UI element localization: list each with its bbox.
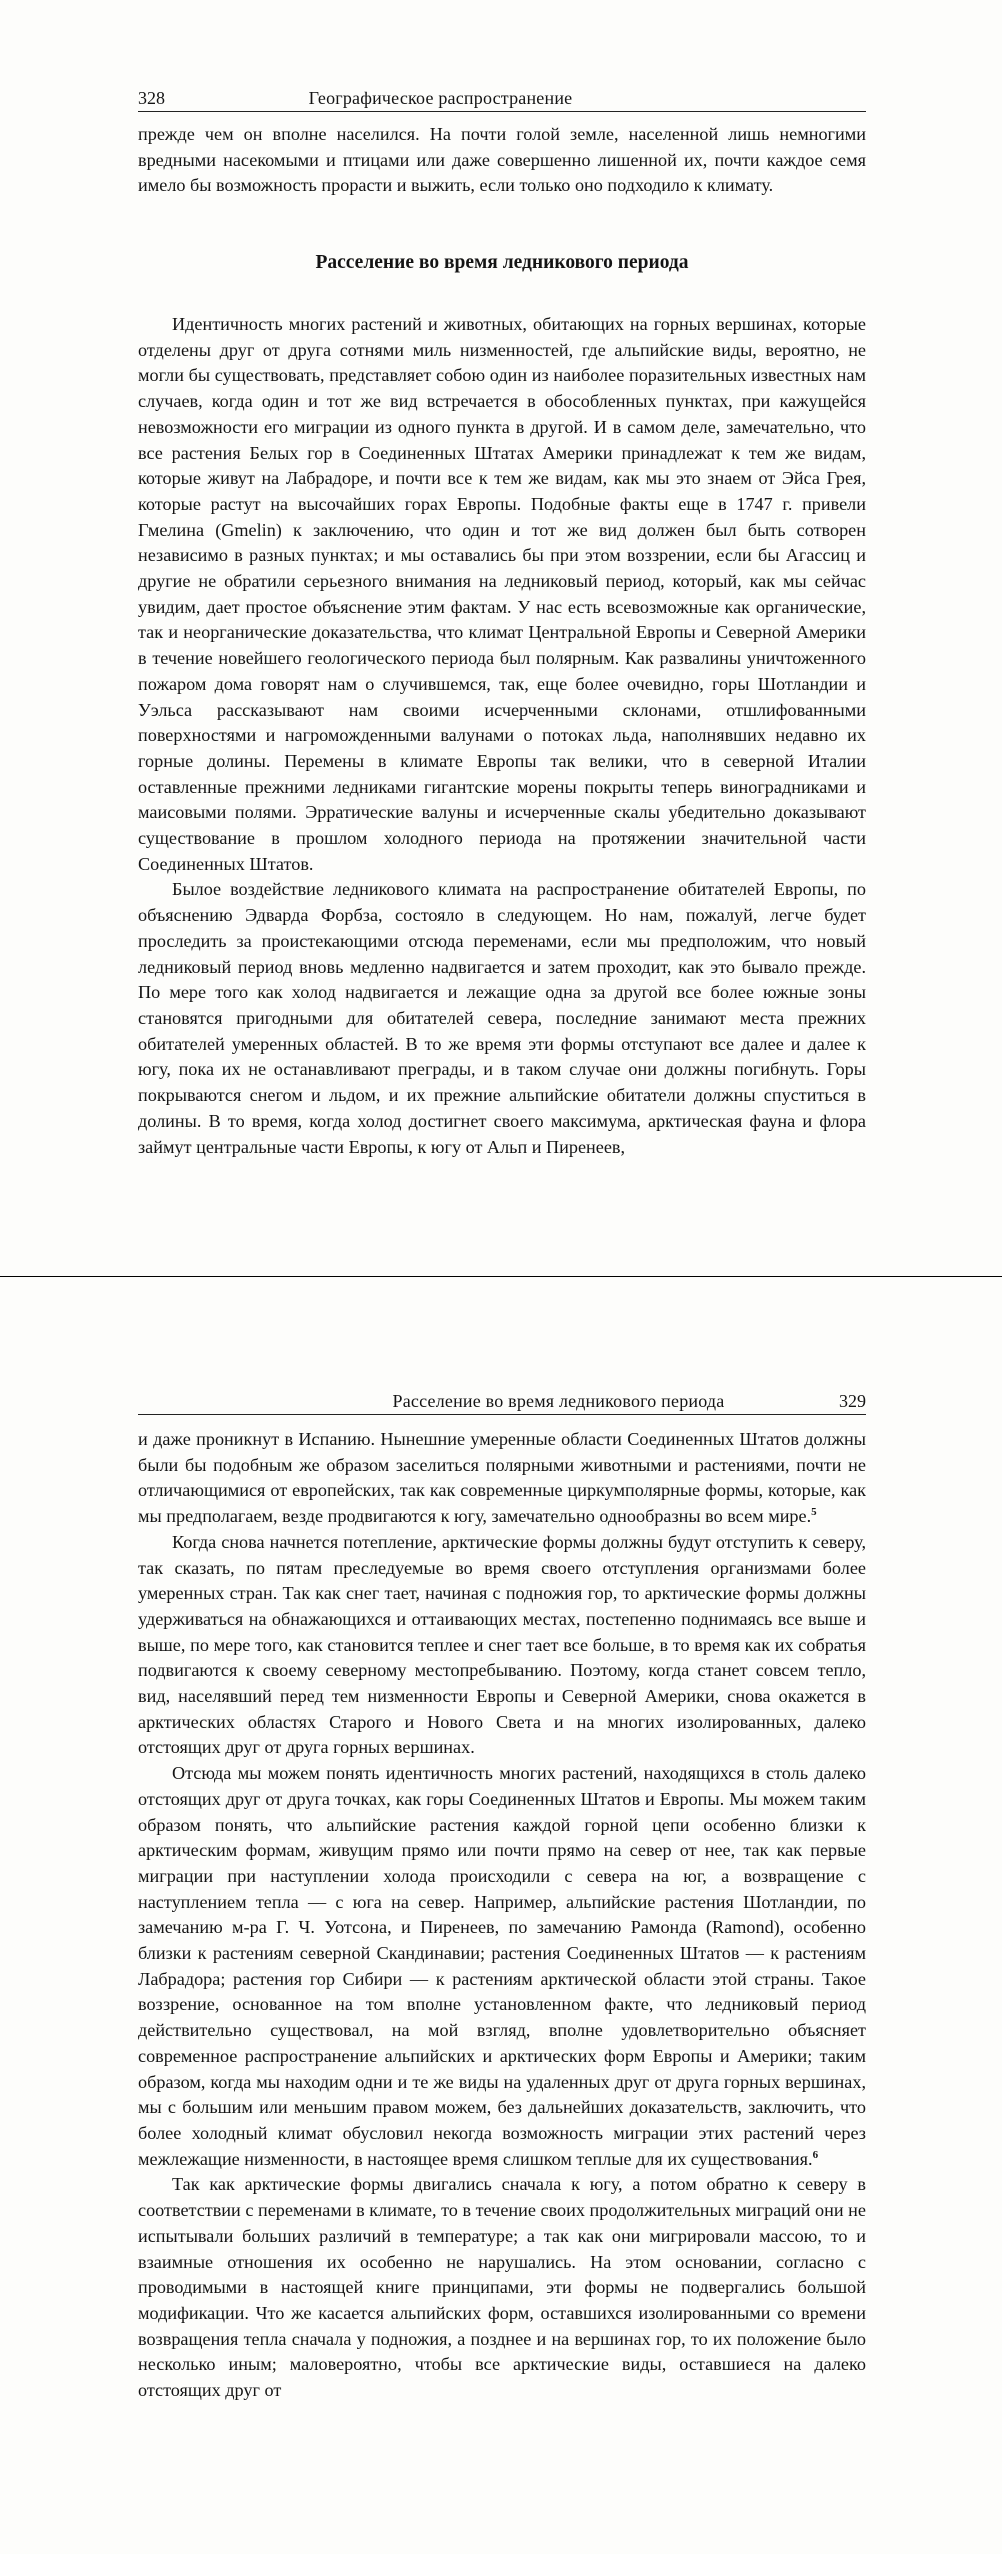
- body-text: [138, 312, 866, 1160]
- paragraph: Идентичность многих растений и животных, обитающих на горных вершинах, которые отделены друг от друга сотнями миль низменностей, где альпийские виды, вероятно, не могли бы существовать, представляет собою один из наиболее поразительных известных нам случаев, когда один и тот же вид встречается в обособленных пунктах, при кажущейся невозможности его миграции из одного пункта в другой. И в самом деле, замечательно, что все растения Белых гор в Соединенных Штатах Америки принадлежат к тем же видам, которые живут на Лабрадоре, и почти все к тем же видам, как мы это знаем от Эйса Грея, которые растут на высочайших горах Европы. Подобные факты еще в 1747 г. привели Гмелина (Gmelin) к заключению, что один и тот же вид должен был быть сотворен независимо в разных пунктах; и мы оставались бы при этом воззрении, если бы Агассиц и другие не обратили серьезного внимания на ледниковый период, который, как мы сейчас увидим, дает простое объяснение этим фактам. У нас есть всевозможные как органические, так и неорганические доказательства, что климат Центральной Европы и Северной Америки в течение новейшего геологического периода был полярным. Как развалины уничтоженного пожаром дома говорят нам о случившемся, так, еще более очевидно, горы Шотландии и Уэльса рассказывают нам своими исчерченными склонами, отшлифованными поверхностями и нагроможденными валунами о потоках льда, наполнявших недавно их горные долины. Перемены в климате Европы так велики, что в северной Италии оставленные прежними ледниками гигантские морены покрыты теперь виноградниками и маисовыми полями. Эрратические валуны и исчерченные скалы убедительно доказывают существование в прошлом холодного периода на протяжении значительной части Соединенных Штатов.: [138, 314, 866, 874]
- page-header: [138, 87, 866, 112]
- page-number: 329: [839, 1391, 866, 1411]
- footnote-ref: 5: [811, 1506, 817, 1519]
- footnote-ref: 6: [812, 2148, 819, 2161]
- page-329: [0, 1277, 1002, 2554]
- page-number: 328: [138, 88, 165, 108]
- paragraph: прежде чем он вполне населился. На почти голой земле, населенной лишь немногими вредными насекомыми и птицами или даже совершенно лишенной их, почти каждое семя имело бы возможность прорасти и выжить, если только оно подходило к климату.: [138, 124, 866, 196]
- paragraph-text: и даже проникнут в Испанию. Нынешние умеренные области Соединенных Штатов должны были бы подобным же образом заселиться полярными животными и растениями, почти не отличающимися от европейских, так как современные циркумполярные формы, которые, как мы предполагаем, везде продвигаются к югу, замечательно однообразны во всем мире.: [138, 1429, 866, 1527]
- body-text: [138, 1427, 866, 2404]
- paragraph: [138, 1761, 866, 2172]
- section-title: Расселение во время ледникового периода: [315, 252, 689, 273]
- paragraph: [138, 1427, 866, 1530]
- running-head: Расселение во время ледникового периода: [392, 1391, 725, 1411]
- paragraph: Так как арктические формы двигались сначала к югу, а потом обратно к северу в соответствии с переменами в климате, то в течение своих продолжительных миграций они не испытывали больших различий в температуре; а так как они мигрировали массою, то и взаимные отношения их особенно не нарушались. На этом основании, согласно с проводимыми в настоящей книге принципами, эти формы не подвергались большой модификации. Что же касается альпийских форм, оставшихся изолированными со времени возвращения тепла сначала у подножия, а позднее и на вершинах гор, то их положение было несколько иным; маловероятно, чтобы все арктические виды, оставшиеся на далеко отстоящих друг от: [138, 2174, 866, 2401]
- paragraph: Когда снова начнется потепление, арктические формы должны будут отступить к северу, так сказать, по пятам преследуемые во время своего отступления организмами более умеренных стран. Так как снег тает, начиная с подножия гор, то арктические формы должны удерживаться на обнажающихся и оттаивающих местах, постепенно поднимаясь все выше и выше, по мере того, как становится теплее и снег тает все больше, в то время как их собратья подвигаются к своему северному местопребыванию. Поэтому, когда станет совсем тепло, вид, населявший перед тем низменности Европы и Северной Америки, снова окажется в арктических областях Старого и Нового Света и на многих изолированных, далеко отстоящих друг от друга горных вершинах.: [138, 1531, 866, 1758]
- paragraph-text: Отсюда мы можем понять идентичность многих растений, находящихся в столь далеко отстоящих друг от друга точках, как горы Соединенных Штатов и Европы. Мы можем таким образом понять, что альпийские растения каждой горной цепи особенно близки к арктическим формам, живущим прямо или почти прямо на север от нее, так как первые миграции при наступлении холода происходили с севера на юг, а возвращение с наступлением тепла — с юга на север. Например, альпийские растения Шотландии, по замечанию м-ра Г. Ч. Уотсона, и Пиренеев, по замечанию Рамонда (Ramond), особенно близки к растениям северной Скандинавии; растения Соединенных Штатов — к растениям Лабрадора; растения гор Сибири — к растениям арктической области этой страны. Такое воззрение, основанное на том вполне установленном факте, что ледниковый период действительно существовал, на мой взгляд, вполне удовлетворительно объясняет современное распространение альпийских и арктических форм Европы и Америки; таким образом, когда мы находим одни и те же виды на удаленных друг от друга горных вершинах, мы с большим или меньшим правом можем, без дальнейших доказательств, заключить, что более холодный климат обусловил некогда возможность миграции этих растений через межлежащие низменности, в настоящее время слишком теплые для их существования.: [138, 1763, 866, 2169]
- running-head: Географическое распространение: [308, 88, 573, 108]
- body-text-top: [138, 122, 866, 199]
- page-header: [138, 1390, 866, 1415]
- paragraph: Былое воздействие ледникового климата на распространение обитателей Европы, по объяснению Эдварда Форбза, состояло в следующем. Но нам, пожалуй, легче будет проследить за проистекающими отсюда переменами, если мы предположим, что новый ледниковый период вновь медленно надвигается и затем проходит, как это бывало прежде. По мере того как холод надвигается и лежащие одна за другой все более южные зоны становятся пригодными для обитателей севера, последние занимают места прежних обитателей умеренных областей. В то же время эти формы отступают все далее и далее к югу, пока их не останавливают преграды, и в таком случае они должны погибнуть. Горы покрываются снегом и льдом, и их прежние альпийские обитатели должны спуститься в долины. В то время, когда холод достигнет своего максимума, арктическая фауна и флора займут центральные части Европы, к югу от Альп и Пиренеев,: [138, 879, 866, 1157]
